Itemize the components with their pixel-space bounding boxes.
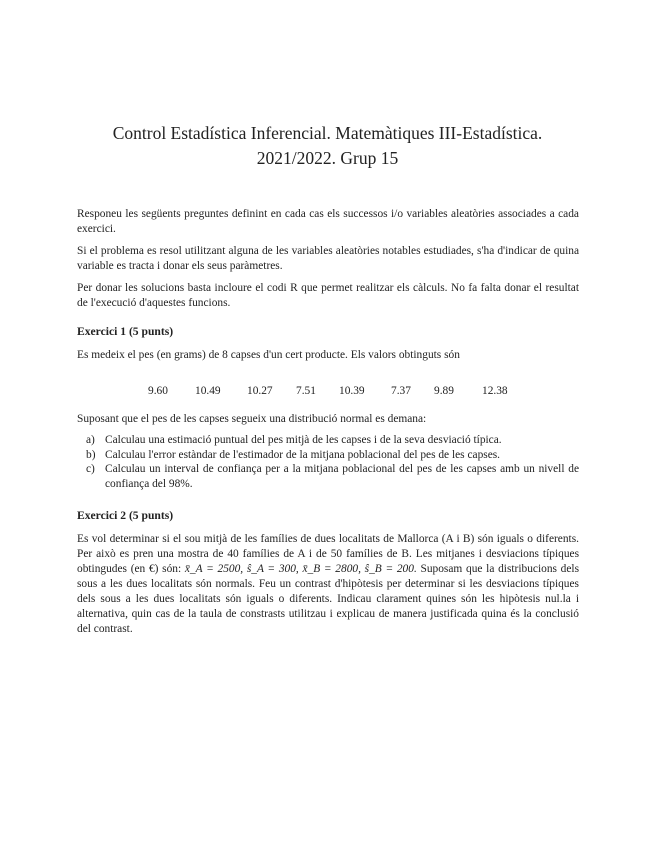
exercise-2-text — [77, 532, 579, 637]
question-a-text: Calculau una estimació puntual del pes mitjà de les capses i de la seva desviació típica. — [105, 434, 502, 446]
value-5: 10.39 — [339, 385, 365, 397]
value-1: 9.60 — [148, 385, 168, 397]
value-3: 10.27 — [247, 385, 273, 397]
exercise-1-assumption: Suposant que el pes de les capses segueix una distribució normal es demana: — [77, 413, 427, 425]
question-b-text: Calculau l'error estàndar de l'estimador de la mitjana poblacional del pes de les capses. — [105, 448, 501, 461]
question-c-marker: c) — [86, 463, 95, 476]
value-4: 7.51 — [296, 385, 316, 397]
value-2: 10.49 — [195, 385, 221, 397]
exercise-2-statistics: x̄_A = 2500, ŝ_A = 300, x̄_B = 2800, ŝ_B = 200. — [184, 563, 417, 575]
exercise-1-statement: Es medeix el pes (en grams) de 8 capses d'un cert producte. Els valors obtinguts són — [77, 349, 460, 361]
question-b — [86, 448, 579, 463]
value-8: 12.38 — [482, 385, 508, 397]
question-c-text: Calculau un interval de confiança per a la mitjana poblacional del pes de les capses amb un nivell de confiança del 98%. — [105, 463, 579, 491]
exercise-1-heading: Exercici 1 (5 punts) — [77, 325, 174, 338]
question-b-marker: b) — [86, 448, 96, 461]
value-6: 7.37 — [391, 385, 411, 397]
question-a — [86, 433, 579, 448]
question-c — [86, 462, 579, 491]
title-line-2: 2021/2022. Grup 15 — [256, 148, 399, 168]
intro-paragraph-3: Per donar les solucions basta incloure el codi R que permet realitzar els càlculs. No fa falta donar el resultat de l'execució d'aquestes funcions. — [77, 282, 579, 309]
document-title — [60, 121, 595, 171]
exercise-2-text-part-2: Suposam que la distribucions dels sous a les dues localitats són normals. Feu un contrast d'hipòtesis per determinar si les desviacions típiques dels sous a les dues localitats són iguals o diferents. Indicau clarament quines són les hipòtesis nul.la i alternativa, quin cas de la taula de constrasts utilitzau i explicau de manera justificada quina és la conclusió del contrast. — [77, 563, 580, 635]
question-a-marker: a) — [86, 434, 95, 446]
value-7: 9.89 — [434, 385, 454, 397]
exercise-1-questions — [86, 433, 579, 492]
intro-paragraph-1: Responeu les següents preguntes definint en cada cas els successos i/o variables aleatòries associades a cada exercici. — [77, 208, 579, 235]
intro-paragraph-2: Si el problema es resol utilitzant alguna de les variables aleatòries notables estudiades, s'ha d'indicar de quina variable es tracta i donar els seus paràmetres. — [77, 245, 579, 272]
exercise-2-text-part-1: Es vol determinar si el sou mitjà de les famílies de dues localitats de Mallorca (A i B) són iguals o diferents. Per això es pren una mostra de 40 famílies de A i de 50 famílies de B. Les mitjanes i desviacions típiques obtingudes (en €) són: — [77, 533, 579, 575]
title-line-1: Control Estadística Inferencial. Matemàtiques III-Estadística. — [112, 123, 543, 143]
exercise-2-heading: Exercici 2 (5 punts) — [77, 509, 174, 522]
